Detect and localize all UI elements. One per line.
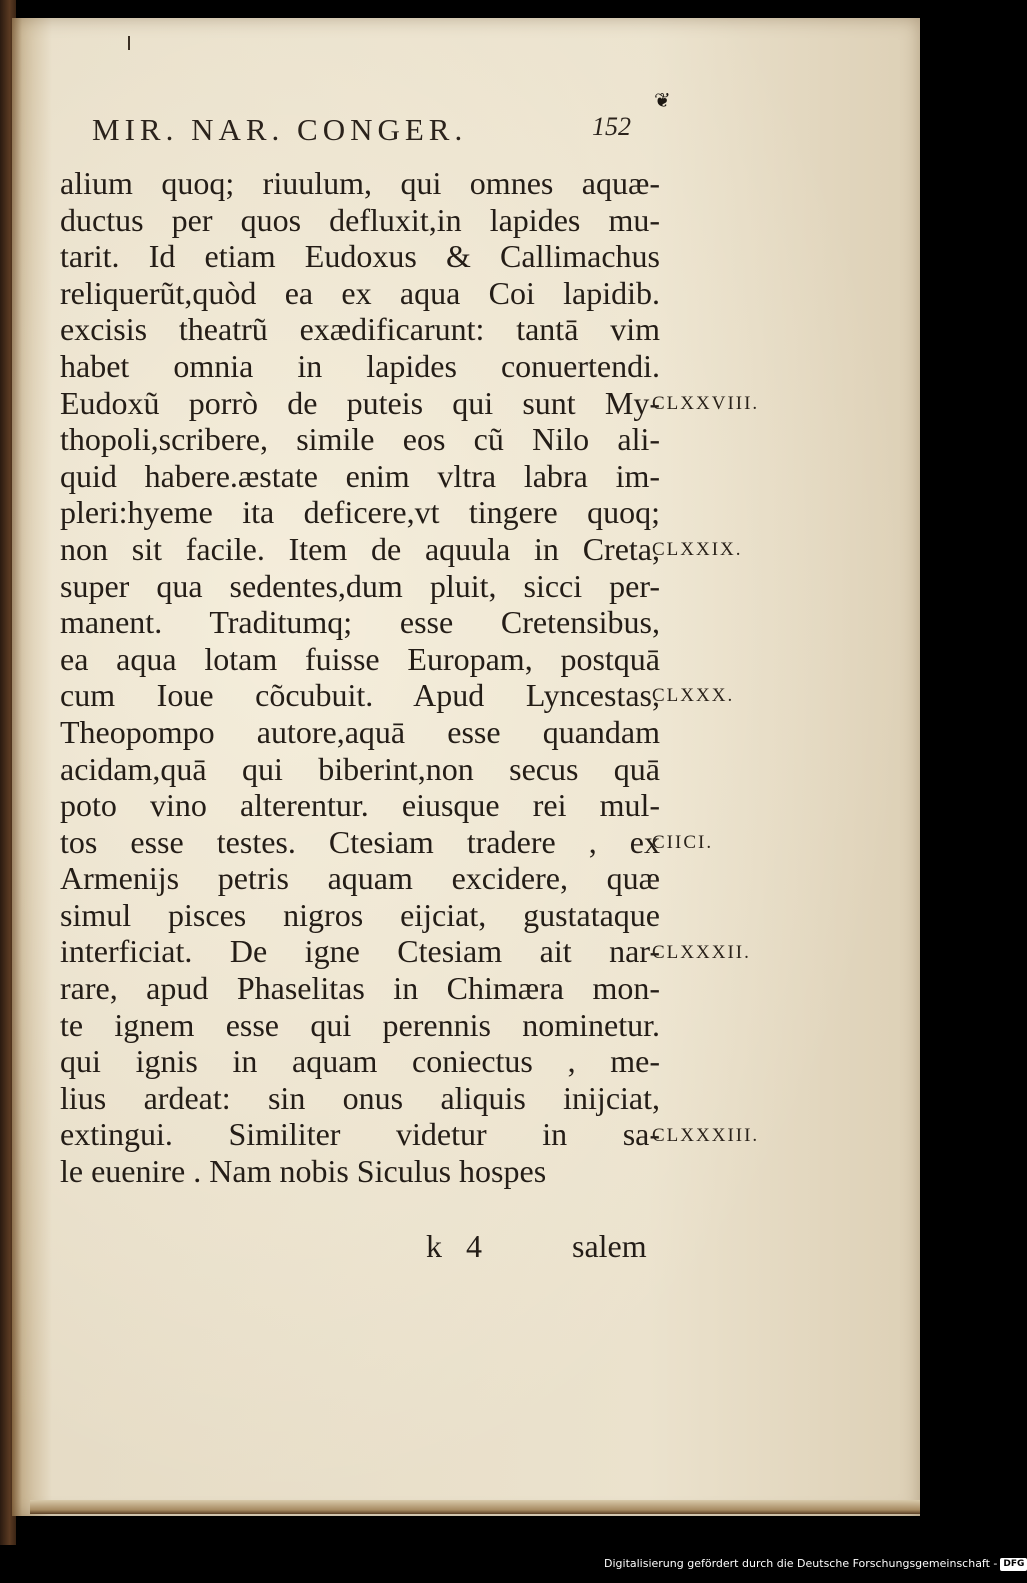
text-line: Theopompo autore,aquā esse quandam [60, 713, 660, 750]
text-line: rare, apud Phaselitas in Chimæra mon- [60, 970, 660, 1007]
text-line: Armenijs petris aquam excidere, quæ [60, 860, 660, 897]
page-header [92, 108, 652, 152]
folio-number: 152 [592, 112, 631, 141]
margin-note: CIICI. [652, 831, 714, 853]
catchword: salem [572, 1228, 647, 1264]
text-line: reliquerũt,quòd ea ex aqua Coi lapidib. [60, 274, 660, 311]
text-line: lius ardeat: sin onus aliquis inijciat, [60, 1079, 660, 1116]
text-line: super qua sedentes,dum pluit, sicci per- [60, 567, 660, 604]
text-line: simul pisces nigros eijciat, gustataque [60, 896, 660, 933]
text-line: habet omnia in lapides conuertendi. [60, 347, 660, 384]
text-line: quid habere.æstate enim vltra labra im- [60, 457, 660, 494]
text-line: ea aqua lotam fuisse Europam, postquā [60, 640, 660, 677]
text-line: extingui. Similiter videtur in sa- [60, 1116, 660, 1153]
text-line: manent. Traditumq; esse Cretensibus, [60, 604, 660, 641]
text-line: non sit facile. Item de aquula in Creta, [60, 530, 660, 567]
signature-mark: k 4 [426, 1228, 490, 1264]
text-line: pleri:hyeme ita deficere,vt tingere quoq; [60, 494, 660, 531]
margin-note: CLXXVIII. [652, 392, 760, 414]
text-line: acidam,quā qui biberint,non secus quā [60, 750, 660, 787]
dfg-logo: DFG [1000, 1558, 1027, 1571]
text-line: poto vino alterentur. eiusque rei mul- [60, 787, 660, 824]
text-line: excisis theatrũ exædificarunt: tantā vim [60, 311, 660, 348]
text-line: alium quoq; riuulum, qui omnes aquæ- [60, 165, 660, 201]
page-footer [60, 1228, 660, 1266]
margin-note: CLXXXIII. [652, 1124, 760, 1146]
text-line: thopoli,scribere, simile eos cũ Nilo ali- [60, 421, 660, 458]
running-head: MIR. NAR. CONGER. [92, 112, 468, 147]
page-tick-mark [128, 36, 130, 50]
ornament-mark: ❦ [654, 88, 671, 112]
text-line: cum Ioue cõcubuit. Apud Lyncestas, [60, 677, 660, 714]
page-bottom-edge [30, 1500, 920, 1514]
credit-text: Digitalisierung gefördert durch die Deutsche Forschungsgemeinschaft - [604, 1557, 998, 1570]
margin-note: CLXXX. [652, 685, 735, 707]
text-line: Eudoxũ porrò de puteis qui sunt My- [60, 384, 660, 421]
text-line: le euenire . Nam nobis Siculus hospes [60, 1153, 547, 1190]
margin-note: CLXXXII. [652, 941, 751, 963]
text-line: qui ignis in aquam coniectus , me- [60, 1043, 660, 1080]
text-line: tarit. Id etiam Eudoxus & Callimachus [60, 238, 660, 275]
body-text [60, 165, 660, 1190]
text-line: interficiat. De igne Ctesiam ait nar- [60, 933, 660, 970]
text-line: tos esse testes. Ctesiam tradere , ex [60, 823, 660, 860]
text-line: te ignem esse qui perennis nominetur. [60, 1006, 660, 1043]
margin-note: CLXXIX. [652, 539, 743, 560]
text-line: ductus per quos defluxit,in lapides mu- [60, 201, 660, 238]
digitization-credit [604, 1553, 1025, 1575]
